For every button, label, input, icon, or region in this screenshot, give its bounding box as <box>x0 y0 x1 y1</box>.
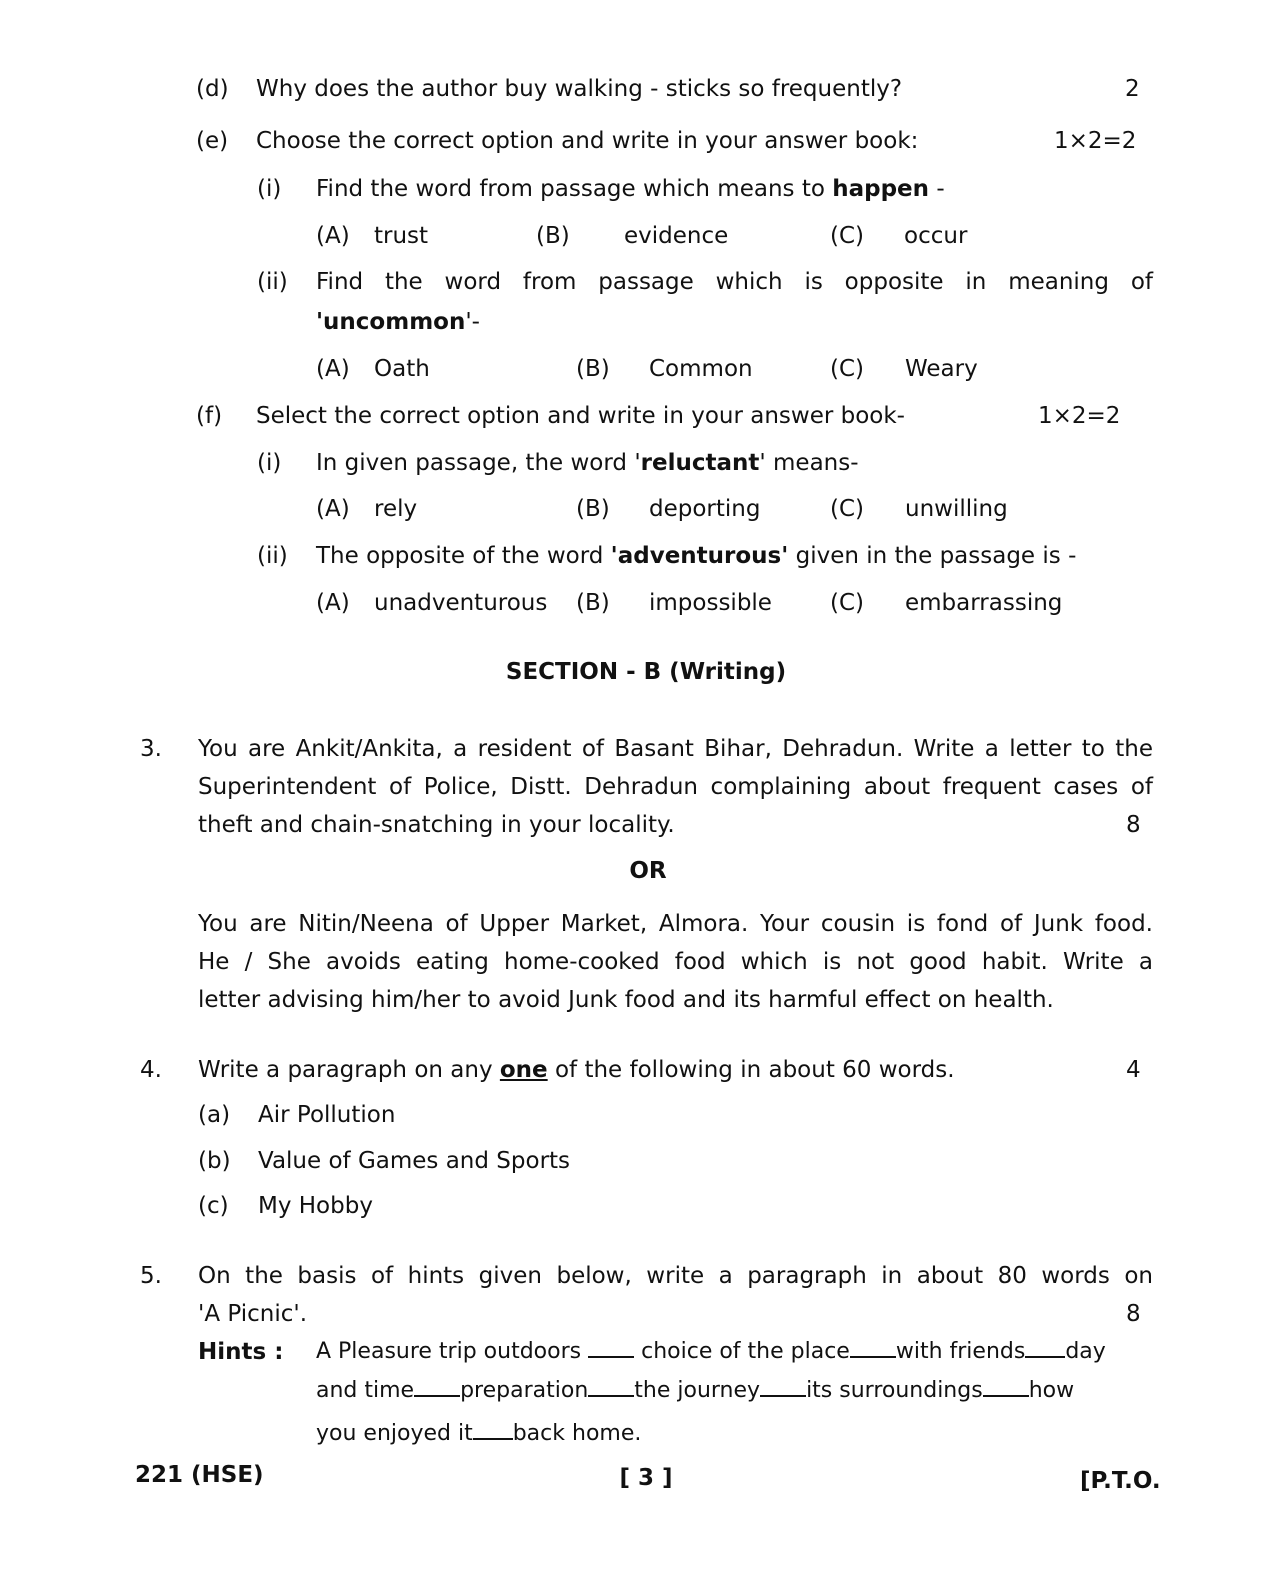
q4-option-b-label: (b) <box>198 1148 231 1174</box>
q2f-i-option-b-text: deporting <box>649 496 761 522</box>
q2f-i-option-a-letter: (A) <box>316 496 350 522</box>
q2e-i-option-a-text: trust <box>374 223 429 249</box>
q2d-label: (d) <box>196 76 229 102</box>
q2f-ii-option-c-letter: (C) <box>830 590 865 616</box>
q5-line2: 'A Picnic'. <box>198 1301 308 1327</box>
keyword-uncommon: 'uncommon <box>316 309 466 335</box>
q4-option-a-label: (a) <box>198 1102 231 1128</box>
q4-option-b-text: Value of Games and Sports <box>258 1148 571 1174</box>
q4-text: Write a paragraph on any one of the following in about 60 words. <box>198 1057 955 1083</box>
q2f-i-text: In given passage, the word 'reluctant' means- <box>316 450 859 476</box>
q5-hints-line1: A Pleasure trip outdoors choice of the place with friends day <box>316 1339 1106 1364</box>
q5-hints-label: Hints : <box>198 1339 284 1365</box>
keyword-adventurous: 'adventurous' <box>610 543 789 569</box>
q2f-i-option-c-letter: (C) <box>830 496 865 522</box>
q4-option-c-label: (c) <box>198 1193 229 1219</box>
q2e-ii-line2: 'uncommon'- <box>316 309 480 335</box>
q4-number: 4. <box>140 1057 162 1083</box>
q2e-i-option-c-letter: (C) <box>830 223 865 249</box>
q5-line1: On the basis of hints given below, write a paragraph in about 80 words on <box>198 1263 1153 1289</box>
q2e-ii-line1: Find the word from passage which is opposite in meaning of <box>316 269 1153 295</box>
q4-marks: 4 <box>1126 1057 1141 1083</box>
q2f-marks: 1×2=2 <box>1038 403 1121 429</box>
q3-line3: theft and chain-snatching in your locality. <box>198 812 675 838</box>
q2e-i-option-b-letter: (B) <box>536 223 570 249</box>
q2f-i-label: (i) <box>257 450 282 476</box>
q2f-ii-option-a-letter: (A) <box>316 590 350 616</box>
q3-alt-line3: letter advising him/her to avoid Junk food and its harmful effect on health. <box>198 987 1054 1013</box>
q2e-ii-label: (ii) <box>257 269 288 295</box>
q2d-marks: 2 <box>1125 76 1140 102</box>
q2f-i-option-b-letter: (B) <box>576 496 610 522</box>
q5-number: 5. <box>140 1263 162 1289</box>
q2e-ii-option-c-text: Weary <box>905 356 978 382</box>
q2e-ii-option-b-letter: (B) <box>576 356 610 382</box>
q2e-i-option-a-letter: (A) <box>316 223 350 249</box>
q2e-label: (e) <box>196 128 229 154</box>
q2f-i-option-a-text: rely <box>374 496 418 522</box>
q2e-i-text: Find the word from passage which means to happen - <box>316 176 945 202</box>
q3-number: 3. <box>140 736 162 762</box>
q2e-ii-option-c-letter: (C) <box>830 356 865 382</box>
q2e-i-label: (i) <box>257 176 282 202</box>
q2e-i-option-b-text: evidence <box>624 223 729 249</box>
q3-or: OR <box>629 858 667 884</box>
section-b-title: SECTION - B (Writing) <box>505 659 787 685</box>
q3-alt-line1: You are Nitin/Neena of Upper Market, Almora. Your cousin is fond of Junk food. <box>198 911 1153 937</box>
keyword-reluctant: reluctant <box>640 450 760 476</box>
footer-code: 221 (HSE) <box>135 1462 264 1488</box>
q2f-label: (f) <box>196 403 223 429</box>
q3-line2: Superintendent of Police, Distt. Dehradun complaining about frequent cases of <box>198 774 1153 800</box>
q2f-ii-label: (ii) <box>257 543 288 569</box>
footer-pto: [P.T.O. <box>1080 1468 1161 1494</box>
q5-marks: 8 <box>1126 1301 1141 1327</box>
q2f-ii-text: The opposite of the word 'adventurous' given in the passage is - <box>316 543 1077 569</box>
q4-option-c-text: My Hobby <box>258 1193 373 1219</box>
keyword-happen: happen <box>832 176 930 202</box>
q2e-marks: 1×2=2 <box>1054 128 1137 154</box>
footer-page-number: [ 3 ] <box>619 1465 673 1491</box>
q2f-ii-option-b-letter: (B) <box>576 590 610 616</box>
q2e-ii-option-a-letter: (A) <box>316 356 350 382</box>
q3-line1: You are Ankit/Ankita, a resident of Basant Bihar, Dehradun. Write a letter to the <box>198 736 1153 762</box>
q2f-ii-option-c-text: embarrassing <box>905 590 1063 616</box>
q2e-i-option-c-text: occur <box>904 223 968 249</box>
q4-option-a-text: Air Pollution <box>258 1102 396 1128</box>
q5-hints-line2: and time preparation the journey its surroundings how <box>316 1378 1075 1403</box>
q3-marks: 8 <box>1126 812 1141 838</box>
q2f-ii-option-a-text: unadventurous <box>374 590 548 616</box>
q2f-ii-option-b-text: impossible <box>649 590 772 616</box>
q2e-ii-option-a-text: Oath <box>374 356 430 382</box>
q2e-ii-option-b-text: Common <box>649 356 753 382</box>
keyword-one: one <box>499 1057 548 1083</box>
q2e-text: Choose the correct option and write in your answer book: <box>256 128 919 154</box>
q2d-text: Why does the author buy walking - sticks so frequently? <box>256 76 903 102</box>
q5-hints-line3: you enjoyed it back home. <box>316 1421 642 1446</box>
q3-alt-line2: He / She avoids eating home-cooked food which is not good habit. Write a <box>198 949 1153 975</box>
q2f-i-option-c-text: unwilling <box>905 496 1008 522</box>
q2f-text: Select the correct option and write in your answer book- <box>256 403 905 429</box>
